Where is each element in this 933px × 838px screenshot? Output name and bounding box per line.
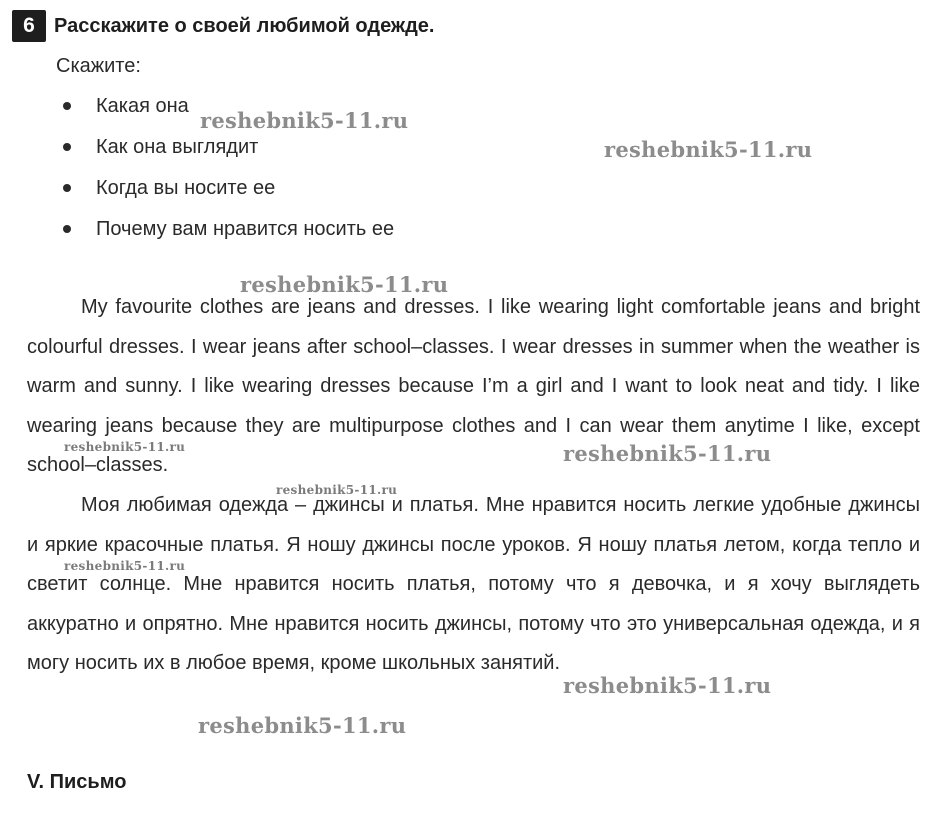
watermark: reshebnik5-11.ru (198, 713, 407, 738)
task-number-badge: 6 (12, 10, 46, 42)
list-item-text: Когда вы носите ее (96, 177, 276, 199)
watermark: reshebnik5-11.ru (276, 483, 398, 497)
instruction-label: Скажите: (56, 55, 141, 77)
watermark: reshebnik5-11.ru (604, 137, 813, 162)
task-title: Расскажите о своей любимой одежде. (54, 14, 435, 37)
list-item (56, 215, 394, 256)
watermark: reshebnik5-11.ru (200, 108, 409, 133)
watermark: reshebnik5-11.ru (64, 559, 186, 573)
bullet-icon (63, 102, 71, 110)
list-item (56, 133, 394, 174)
watermark: reshebnik5-11.ru (240, 272, 449, 297)
watermark: reshebnik5-11.ru (64, 440, 186, 454)
answer-russian-paragraph: Моя любимая одежда – джинсы и платья. Мне нравится носить легкие удобные джинсы и яркие красочные платья. Я ношу джинсы после уроков. Я ношу платья летом, когда тепло и светит солнце. Мне нравится носить платья, потому что я девочка, и я хочу выглядеть аккуратно и опрятно. Мне нравится носить джинсы, потому что это универсальная одежда, и я могу носить их в любое время, кроме школьных занятий. (27, 494, 920, 674)
bullet-icon (63, 225, 71, 233)
bullet-icon (63, 184, 71, 192)
list-item-text: Почему вам нравится носить ее (96, 218, 395, 240)
list-item-text: Какая она (96, 95, 189, 117)
task-header (12, 10, 434, 42)
section-title: V. Письмо (27, 771, 127, 793)
list-item (56, 174, 394, 215)
answer-english-paragraph: My favourite clothes are jeans and dresses. I like wearing light comfortable jeans and bright colourful dresses. I wear jeans after school–classes. I wear dresses in summer when the weather is warm and sunny. I like wearing dresses because I’m a girl and I want to look neat and tidy. I like wearing jeans because they are multipurpose clothes and I can wear them anytime I like, except school–classes. (27, 296, 920, 476)
watermark: reshebnik5-11.ru (563, 673, 772, 698)
list-item-text: Как она выглядит (96, 136, 259, 158)
watermark: reshebnik5-11.ru (563, 441, 772, 466)
bullet-icon (63, 143, 71, 151)
